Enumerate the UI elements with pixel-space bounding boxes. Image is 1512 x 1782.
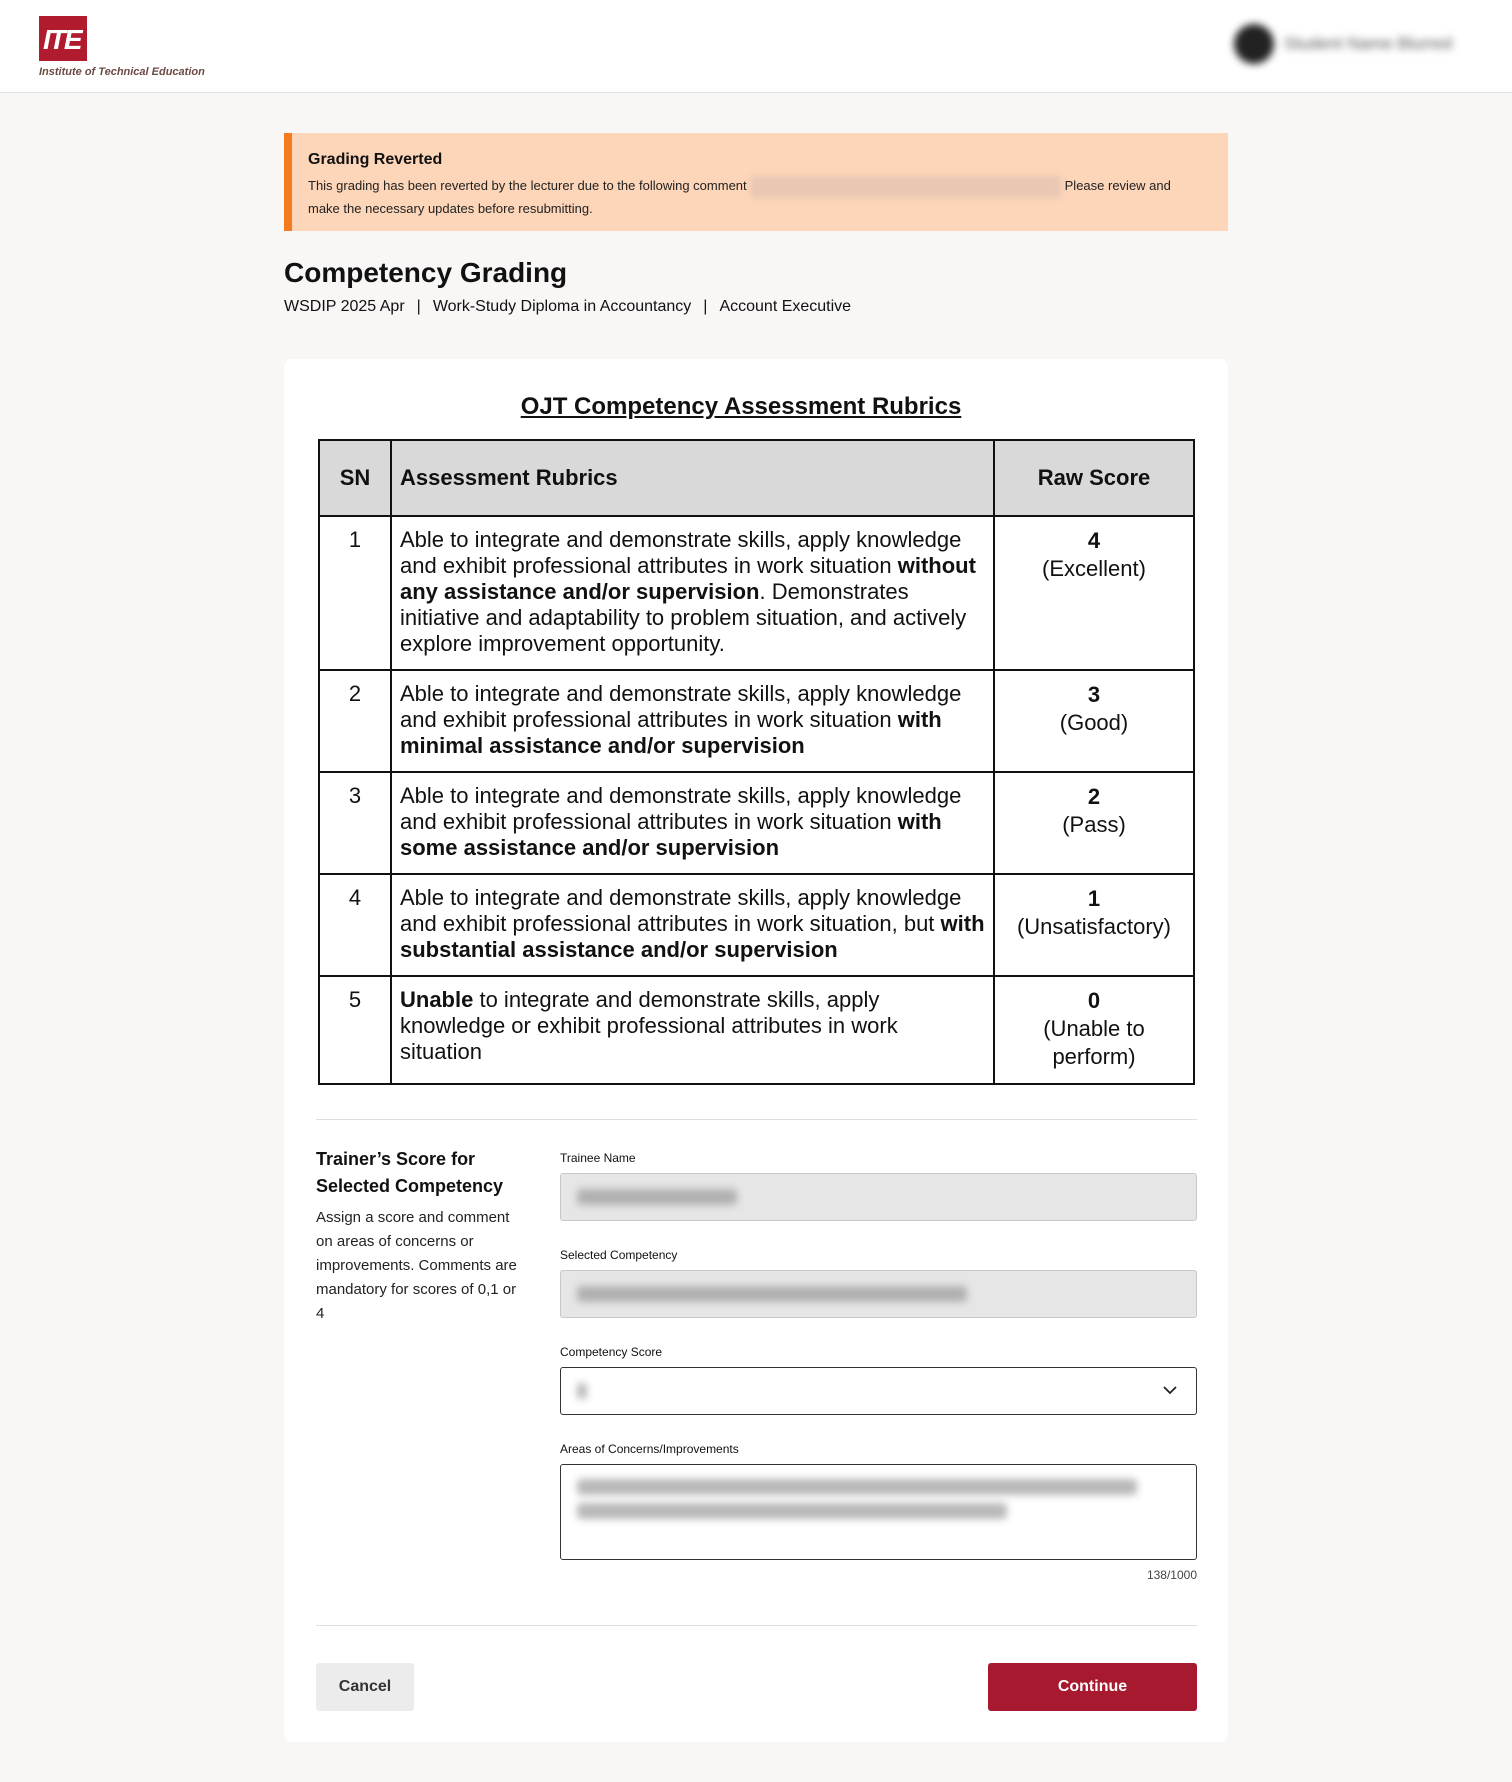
rubric-sn: 4 — [319, 874, 391, 976]
alert-text-after: Please review and make the necessary updates before resubmitting. — [308, 178, 1171, 216]
selected-competency-field — [560, 1270, 1197, 1318]
rubric-sn: 2 — [319, 670, 391, 772]
rubric-score — [994, 516, 1194, 670]
ite-logo[interactable] — [39, 16, 229, 82]
raw-score-value: 1 — [1087, 886, 1101, 911]
ite-logo-text: Institute of Technical Education — [39, 66, 205, 78]
areas-of-concerns-label: Areas of Concerns/Improvements — [560, 1442, 739, 1456]
continue-button[interactable]: Continue — [988, 1663, 1197, 1711]
rubric-text: Able to integrate and demonstrate skills, apply knowledge and exhibit professional attributes in work situation — [400, 783, 962, 834]
rubric-description — [391, 670, 994, 772]
redacted-score-value — [577, 1383, 587, 1399]
header-rubrics: Assessment Rubrics — [391, 440, 994, 516]
raw-score-value: 0 — [1087, 988, 1101, 1013]
table-header-row — [319, 440, 1194, 516]
raw-score-label: (Unsatisfactory) — [1016, 914, 1172, 939]
raw-score-label: (Excellent) — [1042, 556, 1146, 581]
rubric-emphasis: with minimal assistance and/or supervision — [400, 707, 942, 758]
rubric-score — [994, 670, 1194, 772]
breadcrumb-role: Account Executive — [719, 298, 852, 315]
rubric-emphasis: without any assistance and/or supervision — [400, 553, 976, 604]
chevron-down-icon — [1162, 1382, 1178, 1398]
breadcrumb — [284, 298, 851, 316]
rubric-text: to integrate and demonstrate skills, apply knowledge or exhibit professional attributes in work situation — [400, 987, 898, 1064]
alert-text-before: This grading has been reverted by the lecturer due to the following comment — [308, 178, 747, 193]
raw-score-value: 4 — [1087, 528, 1101, 553]
header-raw-score: Raw Score — [994, 440, 1194, 516]
rubric-emphasis: Unable — [400, 987, 474, 1012]
areas-of-concerns-textarea[interactable] — [560, 1464, 1197, 1560]
rubric-description — [391, 874, 994, 976]
rubric-sn: 1 — [319, 516, 391, 670]
top-bar — [0, 0, 1512, 93]
rubric-emphasis: with some assistance and/or supervision — [400, 809, 942, 860]
rubric-text: Able to integrate and demonstrate skills, apply knowledge and exhibit professional attributes in work situation, but — [400, 885, 962, 936]
rubric-description — [391, 976, 994, 1084]
rubric-description — [391, 772, 994, 874]
table-row — [319, 874, 1194, 976]
rubric-text: Able to integrate and demonstrate skills, apply knowledge and exhibit professional attributes in work situation — [400, 527, 962, 578]
rubric-title: OJT Competency Assessment Rubrics — [520, 393, 962, 420]
section-description: Assign a score and comment on areas of concerns or improvements. Comments are mandatory for scores of 0,1 or 4 — [316, 1209, 517, 1322]
raw-score-value: 3 — [1087, 682, 1101, 707]
alert-body — [308, 175, 1206, 220]
rubric-score — [994, 772, 1194, 874]
redacted-comment-line — [577, 1503, 1007, 1519]
rubric-text: . Demonstrates initiative and adaptability to problem situation, and actively explore improvement opportunity. — [400, 579, 967, 656]
competency-score-select[interactable] — [560, 1367, 1197, 1415]
table-row — [319, 976, 1194, 1084]
raw-score-label: (Pass) — [1062, 812, 1126, 837]
avatar — [1234, 24, 1274, 64]
page-title: Competency Grading — [284, 257, 568, 288]
header-sn: SN — [319, 440, 391, 516]
redacted-comment — [751, 176, 1061, 198]
user-name: Student Name Blurred — [1284, 34, 1453, 53]
redacted-comment-line — [577, 1479, 1137, 1495]
redacted-competency — [577, 1286, 967, 1302]
rubric-emphasis: with substantial assistance and/or supervision — [400, 911, 985, 962]
section-title: Trainer’s Score for Selected Competency — [316, 1149, 504, 1196]
grading-card — [284, 359, 1228, 1742]
breadcrumb-separator: | — [416, 298, 421, 315]
rubrics-table — [318, 439, 1195, 1085]
trainee-name-field — [560, 1173, 1197, 1221]
raw-score-value: 2 — [1087, 784, 1101, 809]
breadcrumb-separator: | — [703, 298, 708, 315]
cancel-button[interactable]: Cancel — [316, 1663, 414, 1711]
rubric-text: Able to integrate and demonstrate skills, apply knowledge and exhibit professional attributes in work situation — [400, 681, 962, 732]
table-row — [319, 670, 1194, 772]
competency-score-label: Competency Score — [560, 1345, 663, 1359]
grading-reverted-alert — [284, 133, 1228, 231]
rubric-sn: 5 — [319, 976, 391, 1084]
divider — [316, 1119, 1197, 1120]
trainee-name-label: Trainee Name — [560, 1151, 636, 1165]
rubric-description — [391, 516, 994, 670]
rubric-sn: 3 — [319, 772, 391, 874]
raw-score-label: (Good) — [1059, 710, 1129, 735]
redacted-trainee-name — [577, 1189, 737, 1205]
alert-title: Grading Reverted — [308, 151, 443, 168]
rubric-score — [994, 976, 1194, 1084]
ite-logo-mark: ITE — [39, 16, 87, 61]
divider — [316, 1625, 1197, 1626]
table-row — [319, 772, 1194, 874]
table-row — [319, 516, 1194, 670]
character-counter: 138/1000 — [1146, 1568, 1197, 1582]
breadcrumb-course: Work-Study Diploma in Accountancy — [432, 298, 692, 315]
trainer-score-section — [316, 1146, 526, 1326]
rubric-score — [994, 874, 1194, 976]
raw-score-label: (Unable to perform) — [1043, 1016, 1145, 1069]
breadcrumb-intake: WSDIP 2025 Apr — [284, 298, 405, 315]
selected-competency-label: Selected Competency — [560, 1248, 678, 1262]
rubrics-table-body — [319, 516, 1194, 1084]
user-menu[interactable] — [1228, 22, 1478, 66]
